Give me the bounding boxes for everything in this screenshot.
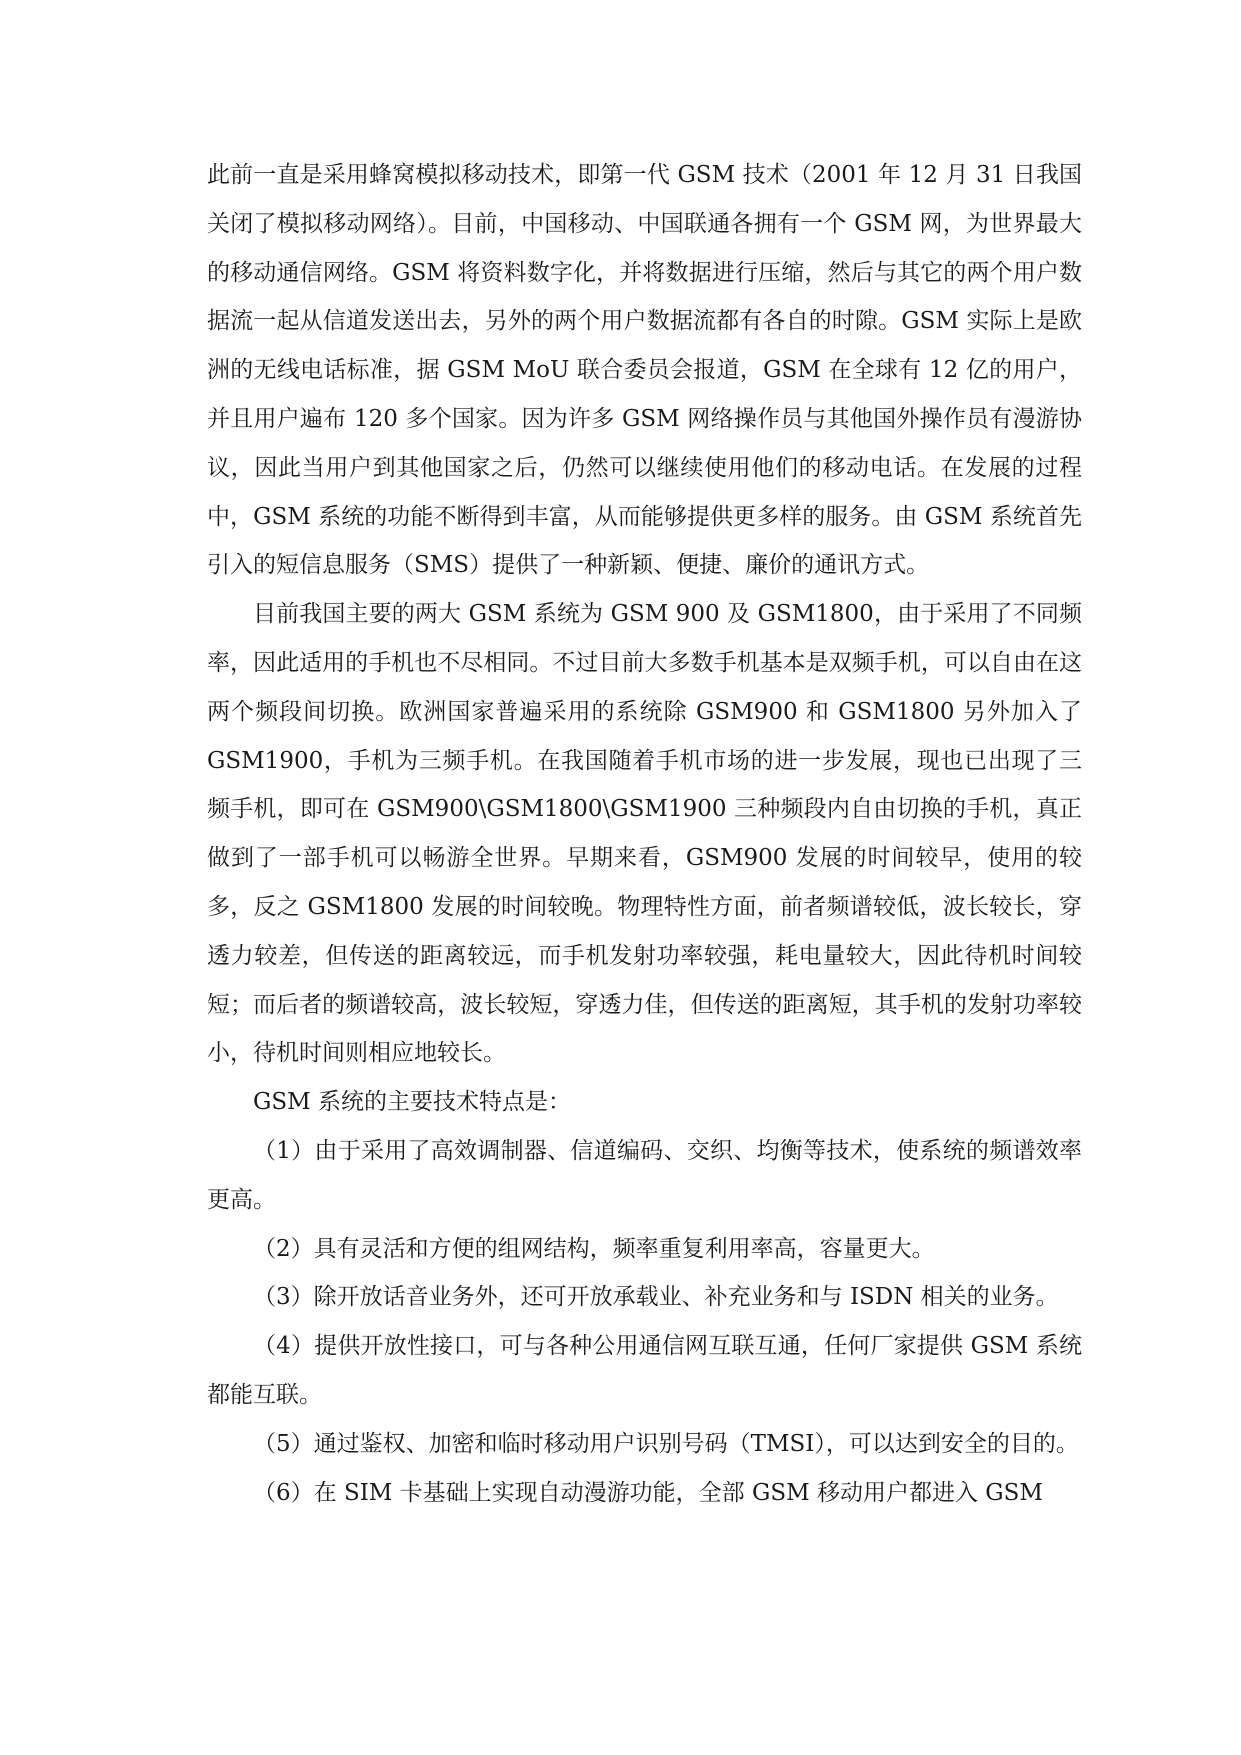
feature-item-5: （5）通过鉴权、加密和临时移动用户识别号码（TMSI），可以达到安全的目的。 [253,1430,1079,1457]
feature-item-2: （2）具有灵活和方便的组网结构，频率重复利用率高，容量更大。 [253,1235,935,1262]
body-text [207,151,1082,1517]
paragraph-gsm-history: 此前一直是采用蜂窝模拟移动技术，即第一代 GSM 技术（2001 年 12 月 31 日我国关闭了模拟移动网络）。目前，中国移动、中国联通各拥有一个 GSM 网，为世界最大的移动通信网络。GSM 将资料数字化，并将数据进行压缩，然后与其它的两个用户数据流一起从信道发送出去，另外的两个用户数据流都有各自的时隙。GSM 实际上是欧洲的无线电话标准，据 GSM MoU 联合委员会报道，GSM 在全球有 12 亿的用户，并且用户遍布 120 多个国家。因为许多 GSM 网络操作员与其他国外操作员有漫游协议，因此当用户到其他国家之后，仍然可以继续使用他们的移动电话。在发展的过程中，GSM 系统的功能不断得到丰富，从而能够提供更多样的服务。由 GSM 系统首先引入的短信息服务（SMS）提供了一种新颖、便捷、廉价的通讯方式。 [207,162,1082,579]
feature-item-6: （6）在 SIM 卡基础上实现自动漫游功能，全部 GSM 移动用户都进入 GSM [253,1479,1043,1506]
feature-item-3: （3）除开放话音业务外，还可开放承载业、补充业务和与 ISDN 相关的业务。 [253,1284,1059,1311]
feature-item-4: （4）提供开放性接口，可与各种公用通信网互联互通，任何厂家提供 GSM 系统都能互联。 [207,1333,1082,1408]
feature-item-1: （1）由于采用了高效调制器、信道编码、交织、均衡等技术，使系统的频谱效率更高。 [207,1137,1082,1213]
paragraph-features-heading: GSM 系统的主要技术特点是： [253,1089,571,1116]
paragraph-gsm-bands: 目前我国主要的两大 GSM 系统为 GSM 900 及 GSM1800，由于采用了不同频率，因此适用的手机也不尽相同。不过目前大多数手机基本是双频手机，可以自由在这两个频段间切换。欧洲国家普遍采用的系统除 GSM900 和 GSM1800 另外加入了 GSM1900，手机为三频手机。在我国随着手机市场的进一步发展，现也已出现了三频手机，即可在 GSM900\GSM1800\GSM1900 三种频段内自由切换的手机，真正做到了一部手机可以畅游全世界。早期来看，GSM900 发展的时间较早，使用的较多，反之 GSM1800 发展的时间较晚。物理特性方面，前者频谱较低，波长较长，穿透力较差，但传送的距离较远，而手机发射功率较强，耗电量较大，因此待机时间较短；而后者的频谱较高，波长较短，穿透力佳，但传送的距离短，其手机的发射功率较小，待机时间则相应地较长。 [207,601,1082,1067]
